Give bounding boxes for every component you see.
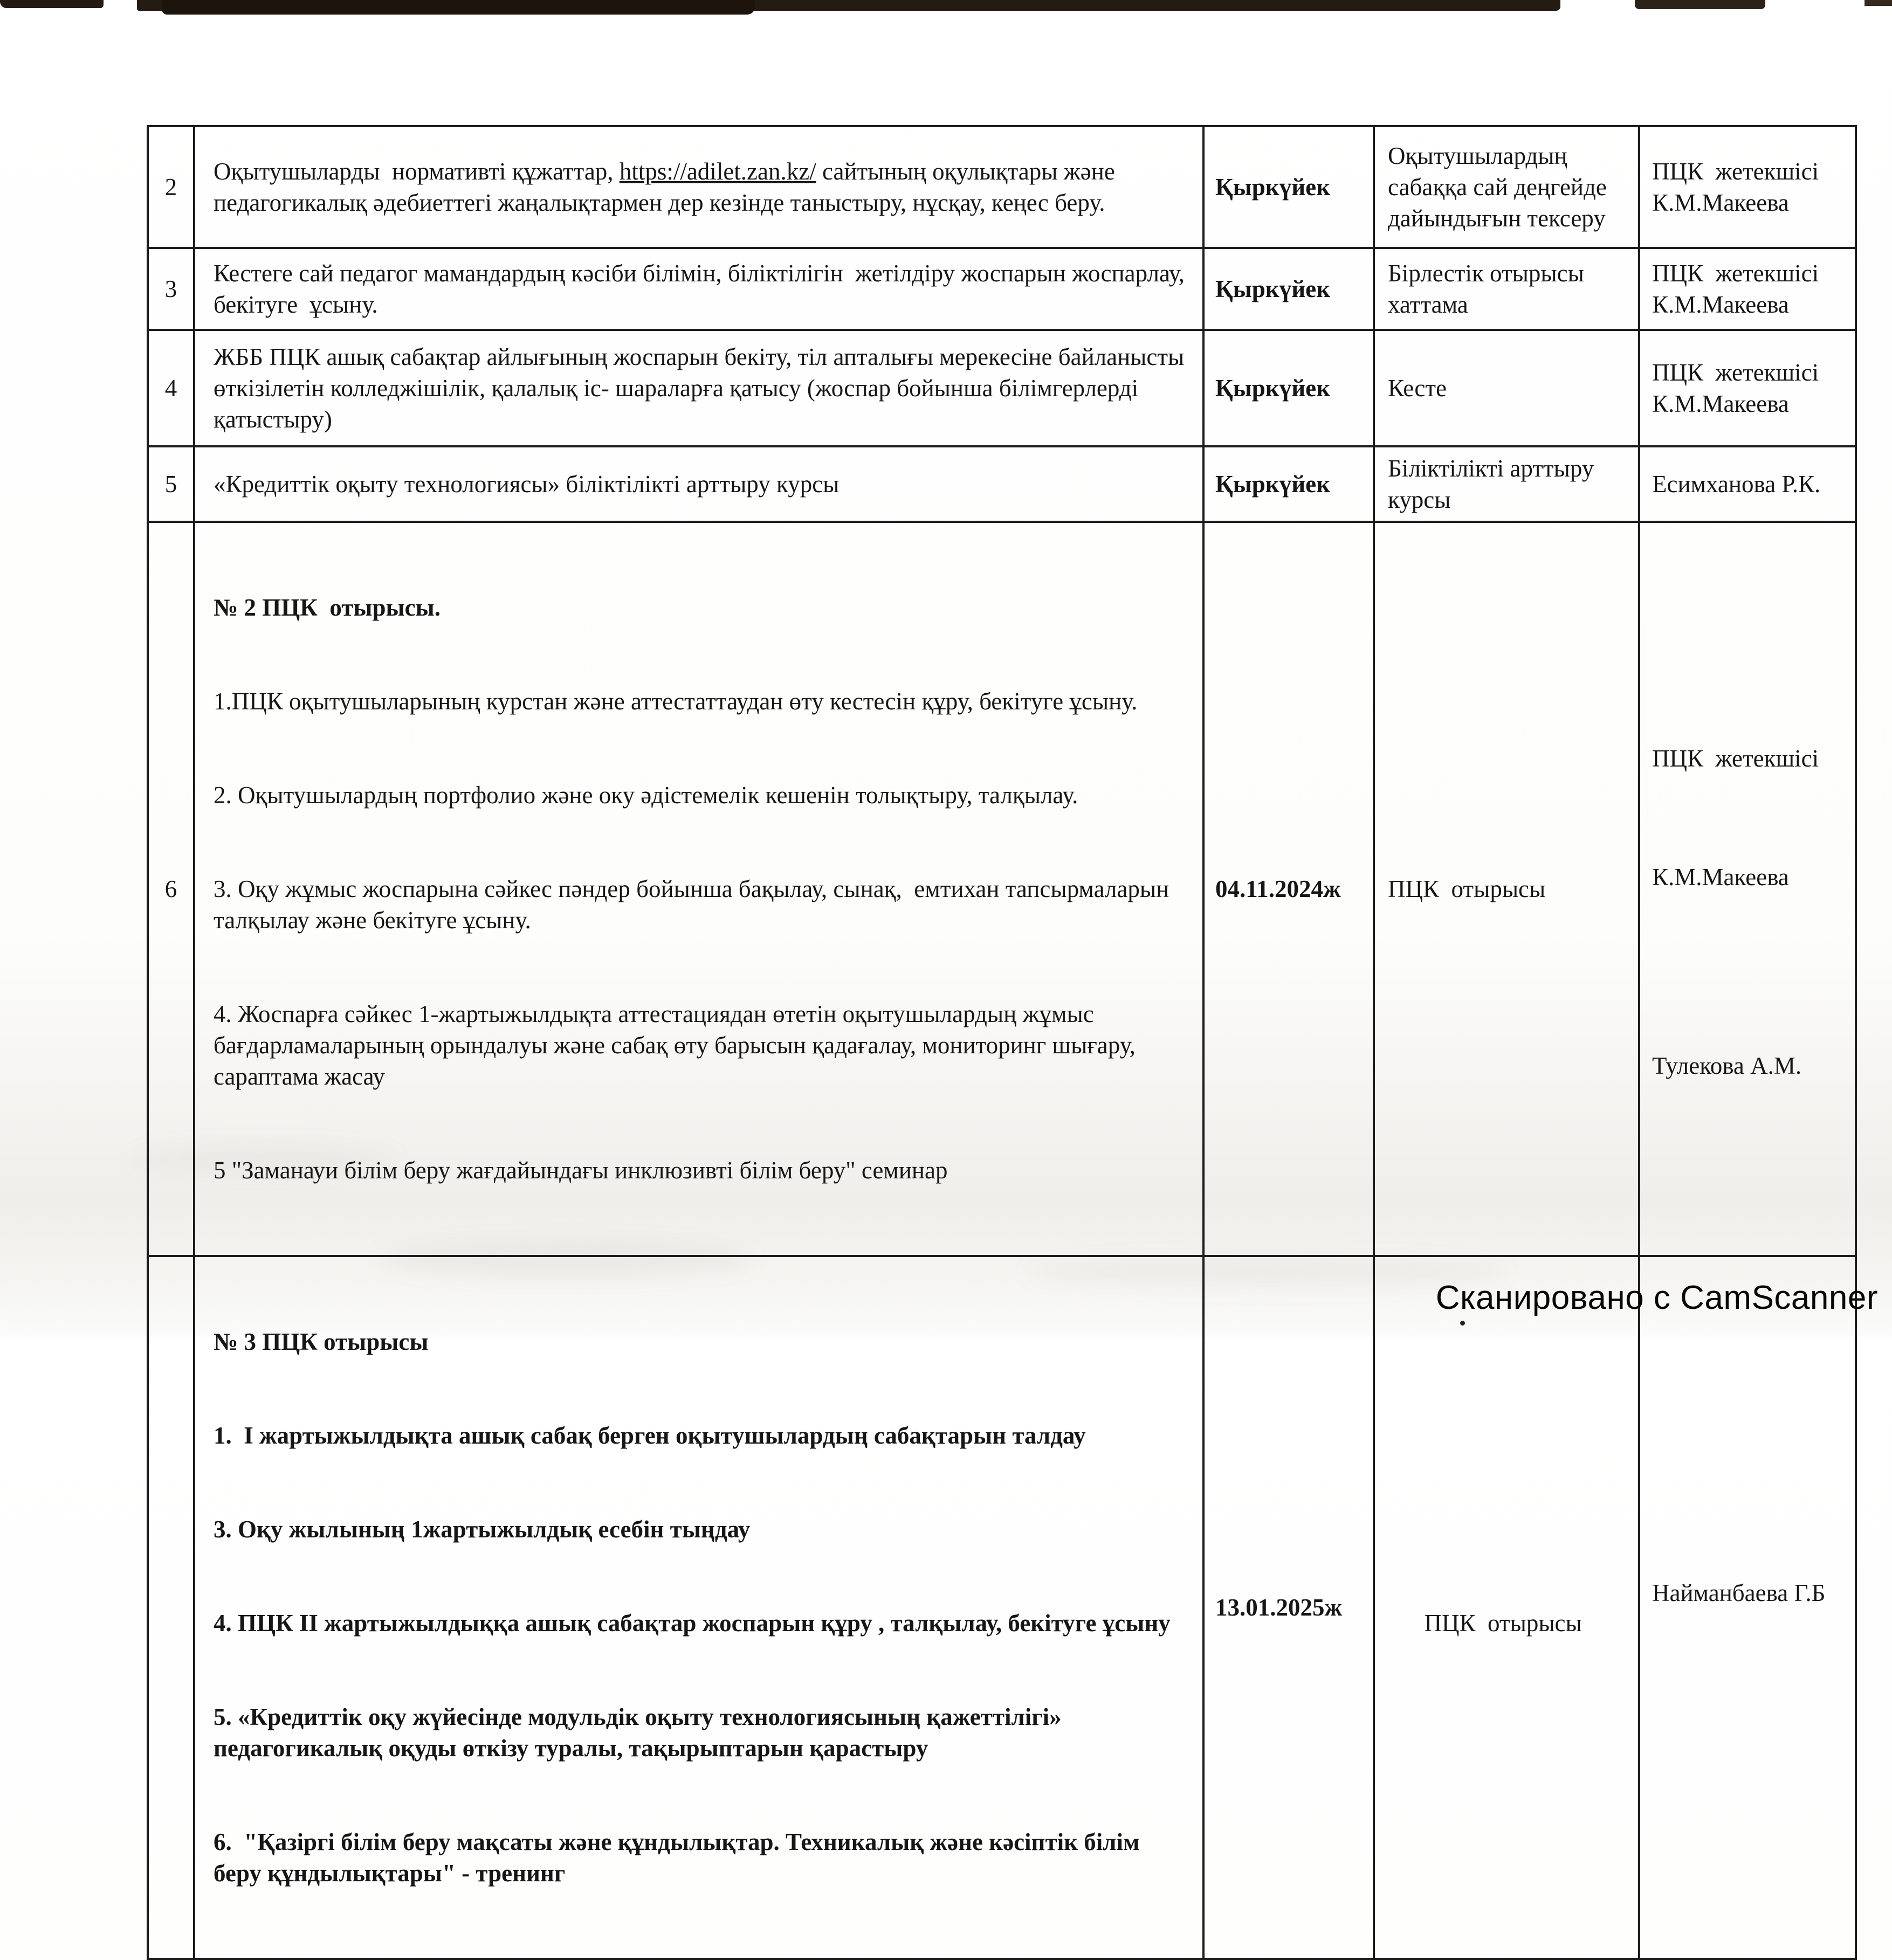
task-cell	[194, 1256, 1203, 1959]
table-row	[148, 126, 1856, 248]
agenda-item: 3. Оқу жылының 1жартыжылдық есебін тыңдау	[214, 1516, 751, 1543]
result-cell: Кесте	[1374, 330, 1639, 446]
result-cell	[1374, 1256, 1639, 1959]
row-number-cell: 5	[148, 446, 194, 522]
responsible-cell: ПЦК жетекшісі К.М.Макеева	[1639, 248, 1856, 330]
responsible-cell	[1639, 522, 1856, 1256]
date-cell: Қыркүйек	[1203, 446, 1374, 522]
row-number-cell: 3	[148, 248, 194, 330]
row-number-cell: 2	[148, 126, 194, 248]
agenda-item: 6. "Қазіргі білім беру мақсаты және құндылықтар. Техникалық және кәсіптік білім беру құндылықтары" - тренинг	[214, 1828, 1146, 1887]
meeting-heading: № 3 ПЦК отырысы	[214, 1328, 429, 1355]
result-cell: Біліктілікті арттыру курсы	[1374, 446, 1639, 522]
scan-edge-artifact	[1865, 0, 1892, 6]
result-cell: Оқытушылардың сабаққа сай деңгейде дайындығын тексеру	[1374, 126, 1639, 248]
date-cell: Қыркүйек	[1203, 330, 1374, 446]
agenda-item: 5. «Кредиттік оқу жүйесінде модульдік оқыту технологиясының қажеттілігі» педагогикалық оқуды өткізу туралы, тақырыптарын қарастыру	[214, 1703, 1068, 1762]
meeting-heading: № 2 ПЦК отырысы.	[214, 594, 441, 621]
date-cell: 04.11.2024ж	[1203, 522, 1374, 1256]
row-number-cell	[148, 1256, 194, 1959]
agenda-item: 2. Оқытушылардың портфолио және оку әдістемелік кешенін толықтыру, талқылау.	[214, 782, 1078, 809]
table-row	[148, 446, 1856, 522]
row-number-cell: 6	[148, 522, 194, 1256]
task-text: сайтының оқулықтары және педагогикалық әдебиеттегі жаңалықтармен дер кезінде таныстыру, нұсқау, кеңес беру.	[214, 158, 1127, 216]
task-cell	[194, 522, 1203, 1256]
scan-edge-artifact	[0, 0, 104, 8]
scan-dot-artifact	[1460, 1321, 1465, 1326]
responsible-cell: Есимханова Р.К.	[1639, 446, 1856, 522]
result-cell: ПЦК отырысы	[1374, 522, 1639, 1256]
result-cell: Бірлестік отырысы хаттама	[1374, 248, 1639, 330]
responsible-cell: ПЦК жетекшісі К.М.Макеева	[1639, 330, 1856, 446]
task-cell: Кестеге сай педагог мамандардың кәсіби білімін, біліктілігін жетілдіру жоспарын жоспарлау, бекітуге ұсыну.	[194, 248, 1203, 330]
responsible-name: ПЦК жетекшісі	[1652, 745, 1819, 772]
camscanner-watermark: Сканировано с CamScanner	[1435, 1279, 1878, 1316]
agenda-item: 4. ПЦК ІІ жартыжылдыққа ашық сабақтар жоспарын құру , талқылау, бекітуге ұсыну	[214, 1610, 1171, 1637]
responsible-name: Тулекова А.М.	[1652, 1052, 1802, 1079]
agenda-item: 1. І жартыжылдықта ашық сабақ берген оқытушылардың сабақтарын талдау	[214, 1422, 1086, 1449]
adilet-link: https://adilet.zan.kz/	[619, 158, 816, 185]
task-cell	[194, 126, 1203, 248]
table-row	[148, 522, 1856, 1256]
agenda-item: 1.ПЦК оқытушыларының курстан және аттестаттаудан өту кестесін құру, бекітуге ұсыну.	[214, 688, 1138, 715]
row-number-cell: 4	[148, 330, 194, 446]
task-text: Оқытушыларды нормативті құжаттар,	[214, 158, 620, 185]
task-cell: ЖББ ПЦК ашық сабақтар айлығының жоспарын бекіту, тіл апталығы мерекесіне байланысты өткізілетін колледжішілік, қалалық іс- шараларға қатысу (жоспар бойынша білімгерлерді қатыстыру)	[194, 330, 1203, 446]
date-cell: Қыркүйек	[1203, 126, 1374, 248]
date-cell: 13.01.2025ж	[1203, 1256, 1374, 1959]
table-row	[148, 248, 1856, 330]
result-text: ПЦК отырысы	[1424, 1610, 1582, 1637]
scan-edge-artifact	[162, 0, 755, 15]
scan-edge-artifact	[1635, 0, 1765, 9]
responsible-name: К.М.Макеева	[1652, 864, 1789, 891]
table-row	[148, 330, 1856, 446]
date-cell: Қыркүйек	[1203, 248, 1374, 330]
agenda-item: 3. Оқу жұмыс жоспарына сәйкес пәндер бойынша бақылау, сынақ, емтихан тапсырмаларын талқылау және бекітуге ұсыну.	[214, 875, 1175, 934]
activity-plan-table	[147, 125, 1857, 1960]
agenda-item: 5 "Заманауи білім беру жағдайындағы инклюзивті білім беру" семинар	[214, 1157, 948, 1184]
responsible-cell: Найманбаева Г.Б	[1639, 1256, 1856, 1959]
responsible-cell: ПЦК жетекшісі К.М.Макеева	[1639, 126, 1856, 248]
task-cell: «Кредиттік оқыту технологиясы» біліктілікті арттыру курсы	[194, 446, 1203, 522]
table-row	[148, 1256, 1856, 1959]
agenda-item: 4. Жоспарға сәйкес 1-жартыжылдықта аттестациядан өтетін оқытушылардың жұмыс бағдарламаларының орындалуы және сабақ өту барысын қадағалау, мониторинг шығару, сараптама жасау	[214, 1000, 1142, 1090]
